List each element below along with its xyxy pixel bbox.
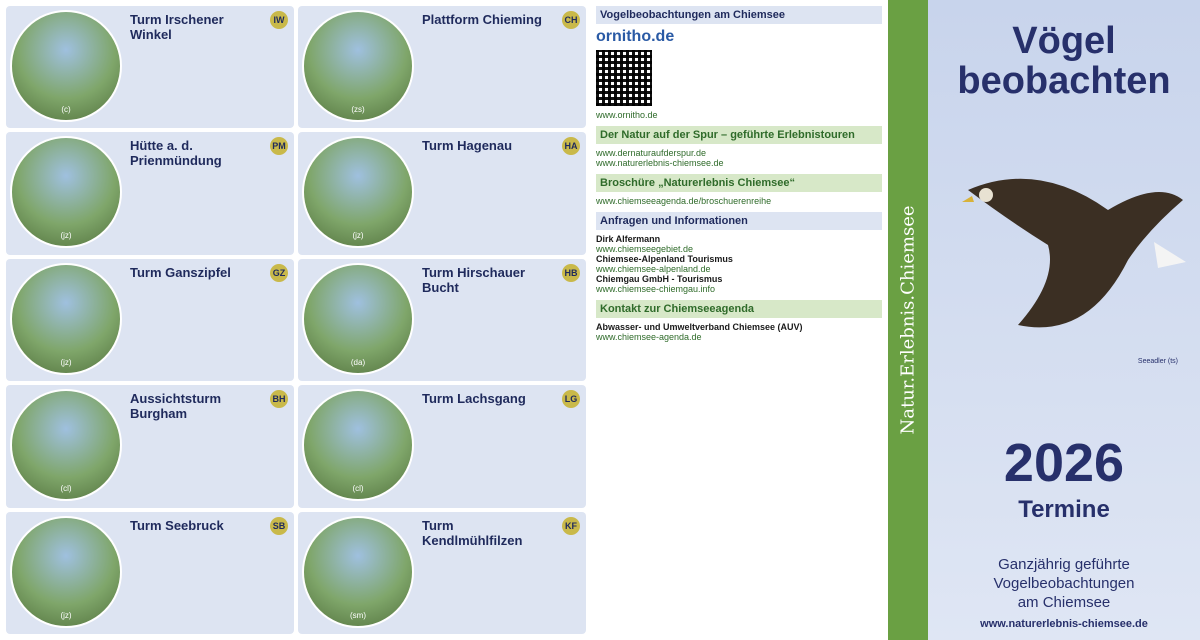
ornitho-logo: ornitho.de: [596, 28, 675, 45]
qr-code-icon[interactable]: [596, 50, 652, 106]
section-broschuere: [596, 174, 882, 206]
spot-photo: [10, 10, 122, 122]
spot-title: Turm Ganszipfel: [130, 264, 231, 280]
spot-chieming: [298, 6, 586, 128]
spot-title: Hütte a. d. Prienmündung: [130, 138, 222, 169]
spot-title: Turm Kendlmühlfilzen: [422, 517, 523, 548]
spot-code-badge: CH: [562, 11, 580, 29]
spot-photo: [10, 389, 122, 501]
tagline-line: Ganzjährig geführte: [998, 556, 1130, 573]
section-title: Broschüre „Naturerlebnis Chiemsee“: [596, 174, 882, 192]
spot-code-badge: BH: [270, 390, 288, 408]
contact-name: Chiemgau GmbH - Tourismus: [596, 274, 723, 284]
observation-points: [0, 0, 590, 640]
photo-credit: (jz): [60, 610, 72, 620]
photo-credit: (jz): [60, 231, 72, 241]
spot-photo: [302, 516, 414, 628]
contact-name: Abwasser- und Umweltverband Chiemsee (AUV): [596, 322, 803, 332]
photo-credit: (cl): [60, 484, 72, 494]
spot-photo: [10, 516, 122, 628]
spot-photo: [302, 136, 414, 248]
section-link[interactable]: www.dernaturaufderspur.de: [596, 148, 707, 158]
photo-credit: (sm): [350, 610, 366, 620]
spot-ganszipfel: [6, 259, 294, 381]
spot-prienmuendung: [6, 132, 294, 254]
cover-year: 2026: [1003, 433, 1125, 493]
spot-code-badge: GZ: [270, 264, 288, 282]
section-link[interactable]: www.ornitho.de: [596, 110, 658, 120]
spot-photo: [302, 389, 414, 501]
band-title: Natur.Erlebnis.Chiemsee: [897, 205, 919, 435]
section-link[interactable]: www.chiemseeagenda.de/broschuerenreihe: [596, 196, 772, 206]
spot-code-badge: IW: [270, 11, 288, 29]
section-link[interactable]: www.chiemseegebiet.de: [596, 244, 694, 254]
tagline-line: am Chiemsee: [1017, 593, 1111, 611]
spot-irschener-winkel: [6, 6, 294, 128]
spot-code-badge: HB: [562, 264, 580, 282]
contact-name: Chiemsee-Alpenland Tourismus: [596, 254, 733, 264]
spot-code-badge: KF: [562, 517, 580, 535]
spot-hagenau: [298, 132, 586, 254]
heading-line-2: beobachten: [957, 59, 1171, 102]
spot-title: Turm Seebruck: [130, 517, 224, 533]
spot-code-badge: PM: [270, 137, 288, 155]
section-title: Der Natur auf der Spur – geführte Erlebnistouren: [596, 126, 882, 144]
spot-code-badge: LG: [562, 390, 580, 408]
spot-title: Turm Irschener Winkel: [130, 12, 224, 42]
spot-lachsgang: [298, 385, 586, 507]
spot-photo: [10, 263, 122, 375]
heading-line-1: Vögel: [1012, 20, 1116, 62]
photo-credit: (da): [350, 357, 366, 367]
cover-website[interactable]: www.naturerlebnis-chiemsee.de: [980, 618, 1148, 630]
spot-title: Turm Hagenau: [422, 138, 513, 154]
spot-title: Plattform Chieming: [422, 12, 542, 27]
section-kontakt: [596, 300, 882, 342]
cover-heading: [928, 22, 1200, 102]
section-link[interactable]: www.chiemsee-alpenland.de: [596, 264, 711, 274]
section-title: Kontakt zur Chiemseeagenda: [596, 300, 882, 318]
photo-credit: Seeadler (ts): [1137, 358, 1178, 365]
spot-title: Turm Hirschauer Bucht: [422, 264, 526, 295]
photo-credit: (c): [61, 105, 71, 114]
section-vogelbeobachtungen: [596, 6, 882, 120]
section-link[interactable]: www.chiemsee-agenda.de: [596, 332, 702, 342]
cover-termine: Termine: [1018, 496, 1110, 523]
spot-code-badge: HA: [562, 137, 580, 155]
photo-credit: (jz): [352, 231, 364, 241]
spot-title: Aussichtsturm Burgham: [130, 391, 222, 422]
photo-credit: (cl): [352, 484, 364, 494]
spot-photo: [302, 263, 414, 375]
cover-tagline: [928, 556, 1200, 612]
section-title: Vogelbeobachtungen am Chiemsee: [596, 6, 882, 24]
tagline-line: Vogelbeobachtungen: [993, 574, 1135, 592]
photo-credit: (jz): [60, 357, 72, 367]
spot-title: Turm Lachsgang: [422, 391, 526, 407]
spot-code-badge: SB: [270, 517, 288, 535]
contact-name: Dirk Alfermann: [596, 234, 661, 244]
spot-kendlmuehlfilzen: [298, 512, 586, 634]
section-link[interactable]: www.chiemsee-chiemgau.info: [596, 284, 716, 294]
section-erlebnistouren: [596, 126, 882, 168]
cover-panel: [928, 0, 1200, 640]
vertical-band: [888, 0, 928, 640]
spot-photo: [302, 10, 414, 122]
photo-credit: (zs): [351, 105, 365, 114]
spot-hirschauer-bucht: [298, 259, 586, 381]
info-column: [590, 0, 888, 640]
section-title: Anfragen und Informationen: [596, 212, 882, 230]
spot-photo: [10, 136, 122, 248]
spot-burgham: [6, 385, 294, 507]
section-anfragen: [596, 212, 882, 294]
spot-seebruck: [6, 512, 294, 634]
section-link[interactable]: www.naturerlebnis-chiemsee.de: [596, 158, 724, 168]
sea-eagle-illustration: [958, 150, 1188, 350]
